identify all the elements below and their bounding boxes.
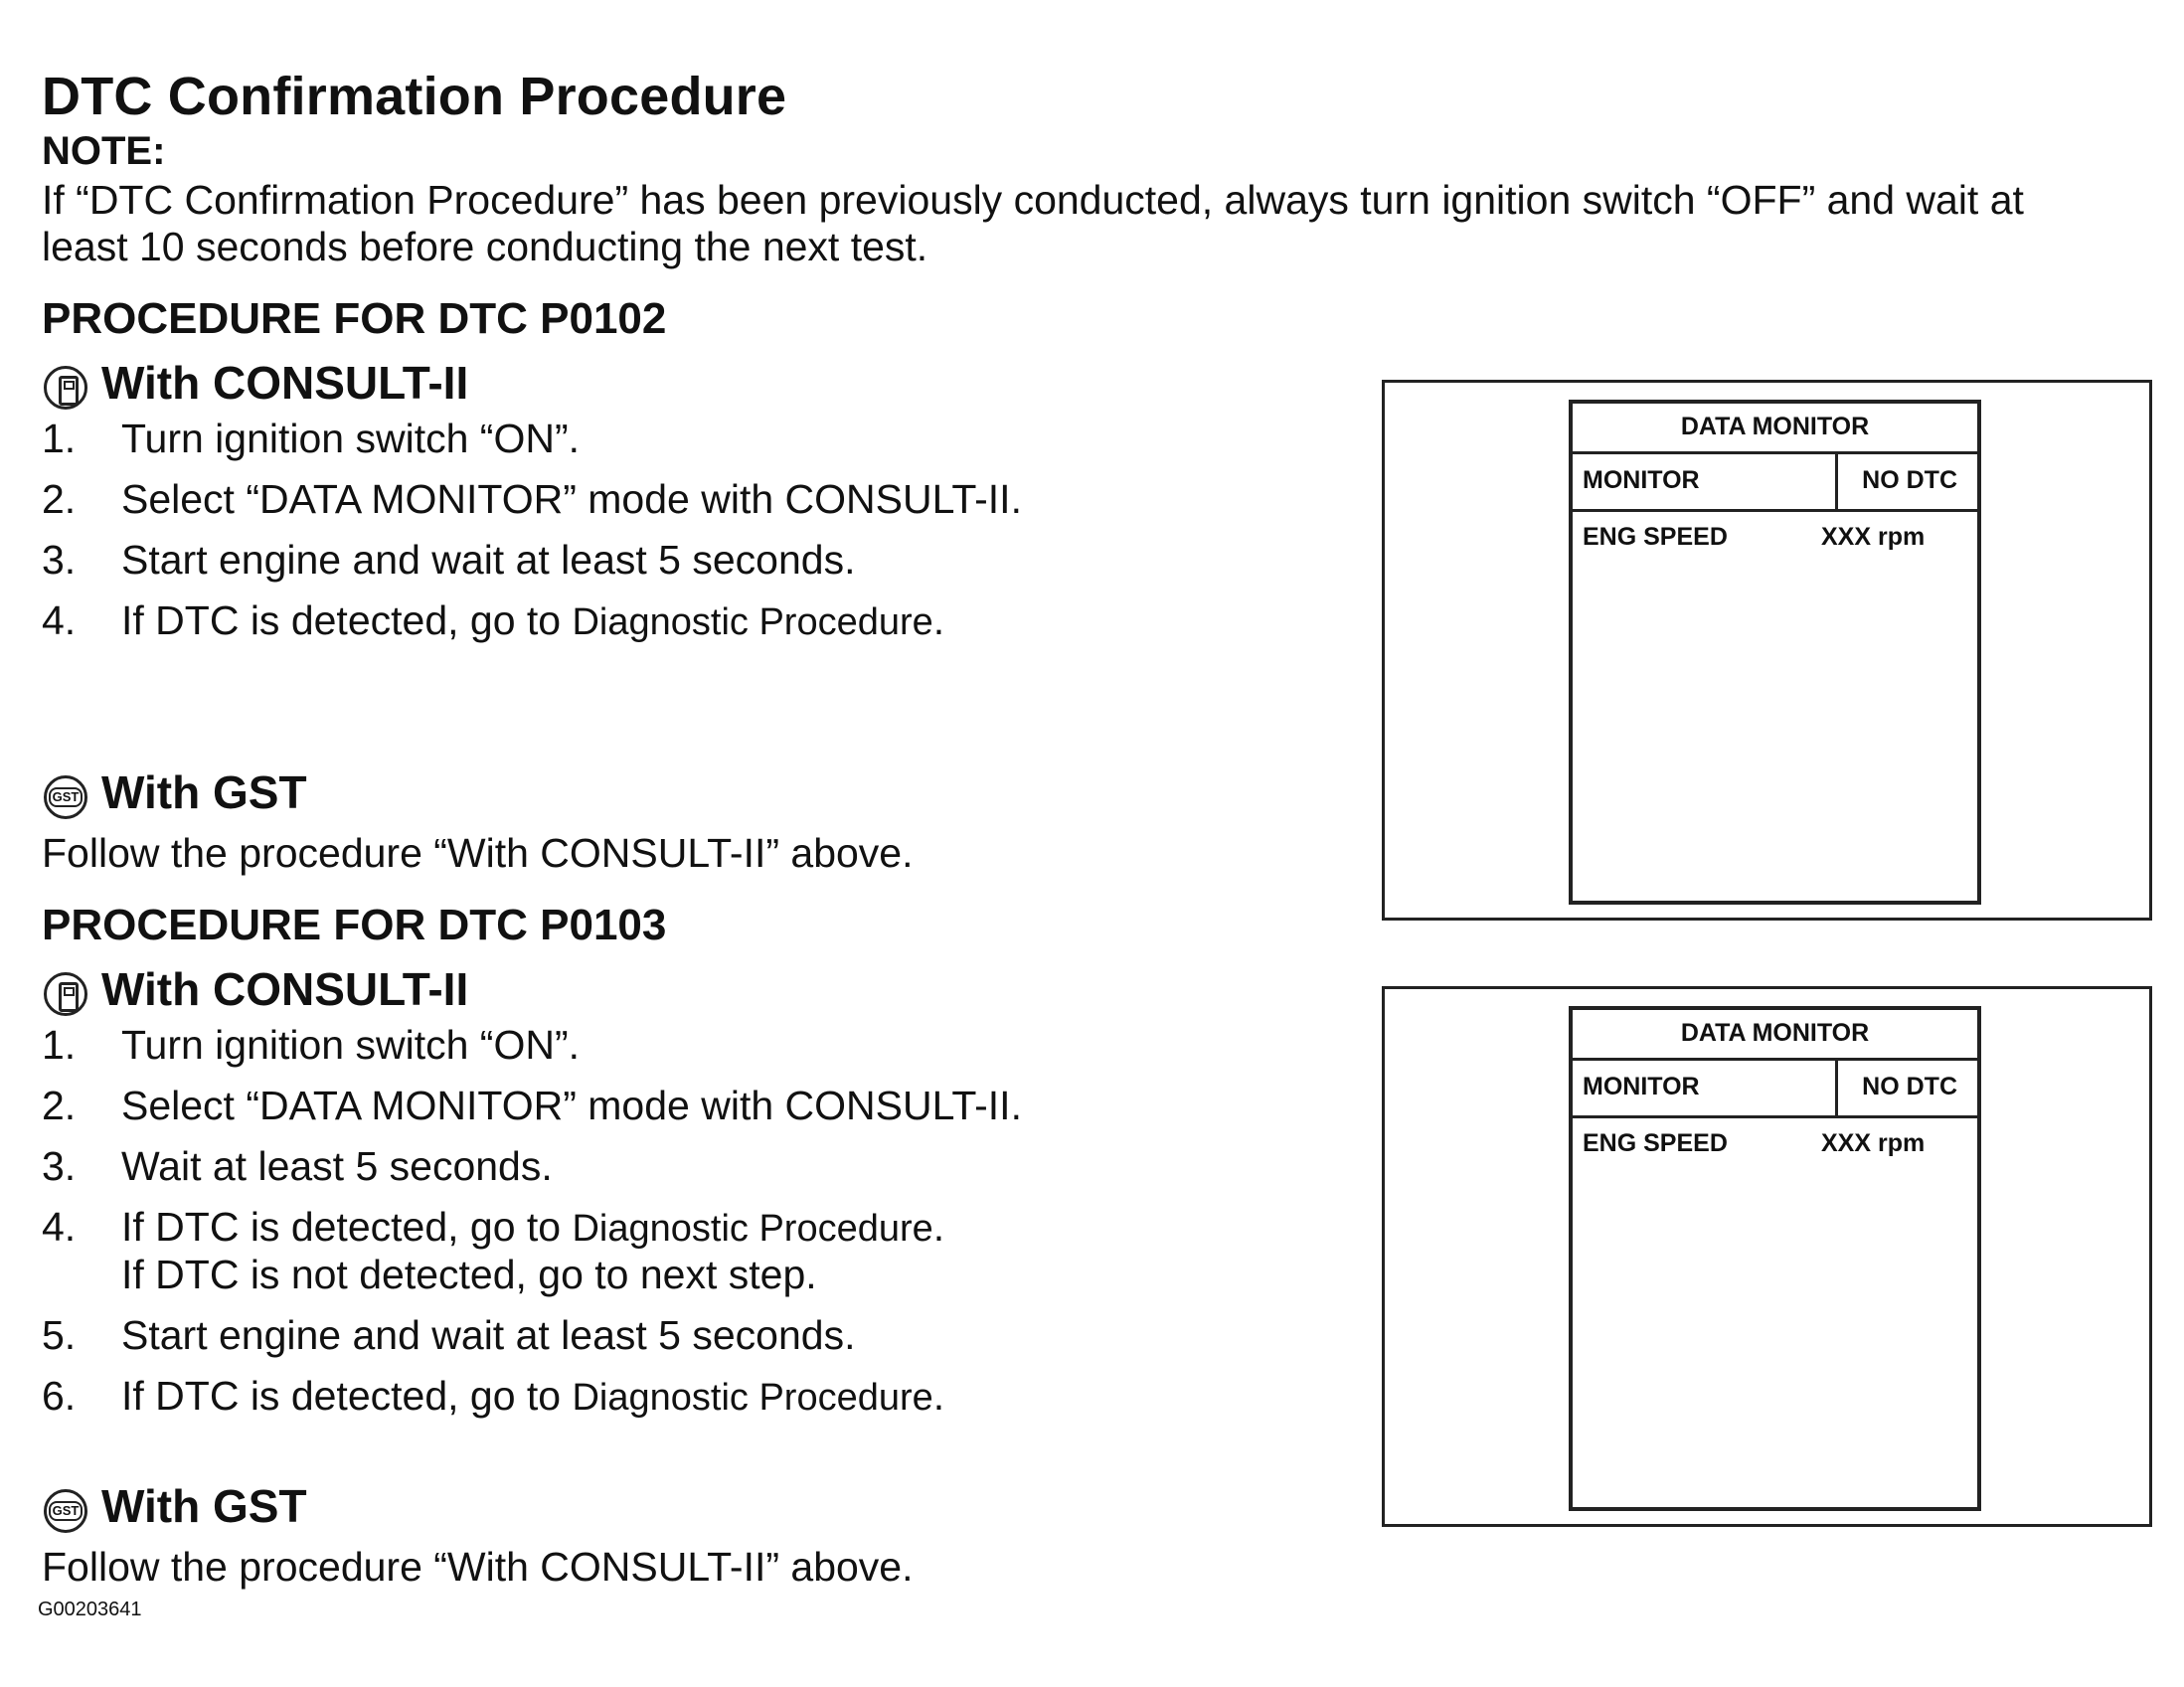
s2-step4-num: 4.	[42, 1204, 77, 1250]
gst-icon-label: GST	[49, 787, 84, 807]
s2-step2-num: 2.	[42, 1083, 77, 1128]
s2-step3-num: 3.	[42, 1143, 77, 1189]
s2-step3-text: Wait at least 5 seconds.	[121, 1143, 553, 1189]
gst-icon	[44, 1489, 87, 1533]
page-title: DTC Confirmation Procedure	[42, 67, 787, 126]
section1-heading: PROCEDURE FOR DTC P0102	[42, 294, 667, 343]
s1-step4-text	[121, 597, 944, 644]
s2-step1-num: 1.	[42, 1022, 77, 1068]
gst-icon-label: GST	[49, 1501, 84, 1521]
data-monitor-screen-2	[1569, 1006, 1981, 1511]
s1-step4-end: .	[932, 597, 945, 643]
screen1-title: DATA MONITOR	[1573, 404, 1977, 454]
s2-step5-text: Start engine and wait at least 5 seconds.	[121, 1312, 856, 1358]
s2-step6-text-main: If DTC is detected, go to	[121, 1373, 573, 1419]
s1-step1-num: 1.	[42, 416, 77, 461]
diagnostic-procedure-link[interactable]: Diagnostic Procedure	[572, 1377, 933, 1419]
screen1-no-dtc-label: NO DTC	[1862, 466, 1957, 494]
screen1-eng-speed-label: ENG SPEED	[1583, 523, 1728, 551]
screen1-header-row	[1573, 451, 1977, 512]
s2-step4-text	[121, 1204, 944, 1251]
screen1-column-divider	[1835, 451, 1838, 509]
s1-step4-text-main: If DTC is detected, go to	[121, 597, 573, 643]
screen1-monitor-label: MONITOR	[1583, 466, 1700, 494]
s2-step4-end: .	[932, 1204, 945, 1250]
gst-icon	[44, 775, 87, 819]
section2-consult-heading: With CONSULT-II	[101, 963, 469, 1015]
section1-gst-heading: With GST	[101, 766, 307, 818]
s2-step4-text-main: If DTC is detected, go to	[121, 1204, 573, 1250]
s2-step2-text: Select “DATA MONITOR” mode with CONSULT-II.	[121, 1083, 1022, 1128]
screen2-eng-speed-value: XXX rpm	[1821, 1129, 1926, 1157]
s2-step6-num: 6.	[42, 1373, 77, 1419]
screen2-no-dtc-label: NO DTC	[1862, 1073, 1957, 1100]
s2-step4-text-line2: If DTC is not detected, go to next step.	[121, 1252, 817, 1297]
data-monitor-screen-1	[1569, 400, 1981, 905]
s1-step4-num: 4.	[42, 597, 77, 643]
screen2-monitor-label: MONITOR	[1583, 1073, 1700, 1100]
section2-gst-text: Follow the procedure “With CONSULT-II” above.	[42, 1544, 914, 1590]
s2-step6-end: .	[932, 1373, 945, 1419]
note-text-line2: least 10 seconds before conducting the next test.	[42, 224, 928, 269]
s1-step3-text: Start engine and wait at least 5 seconds.	[121, 537, 856, 583]
note-text-line1: If “DTC Confirmation Procedure” has been previously conducted, always turn ignition switch “OFF” and wait at	[42, 177, 2024, 223]
s1-step3-num: 3.	[42, 537, 77, 583]
screen2-column-divider	[1835, 1058, 1838, 1115]
s1-step2-num: 2.	[42, 476, 77, 522]
section2-heading: PROCEDURE FOR DTC P0103	[42, 901, 667, 949]
s2-step1-text: Turn ignition switch “ON”.	[121, 1022, 580, 1068]
screen1-eng-speed-value: XXX rpm	[1821, 523, 1926, 551]
s1-step1-text: Turn ignition switch “ON”.	[121, 416, 580, 461]
s1-step2-text: Select “DATA MONITOR” mode with CONSULT-II.	[121, 476, 1022, 522]
note-label: NOTE:	[42, 129, 166, 173]
screen2-title: DATA MONITOR	[1573, 1010, 1977, 1061]
diagnostic-procedure-link[interactable]: Diagnostic Procedure	[572, 1208, 933, 1250]
screen2-eng-speed-label: ENG SPEED	[1583, 1129, 1728, 1157]
screen2-header-row	[1573, 1058, 1977, 1118]
s2-step6-text	[121, 1373, 944, 1420]
figure-code: G00203641	[38, 1599, 142, 1620]
section2-gst-heading: With GST	[101, 1480, 307, 1532]
section1-consult-heading: With CONSULT-II	[101, 357, 469, 409]
consult-tester-icon	[44, 366, 87, 410]
diagnostic-procedure-link[interactable]: Diagnostic Procedure	[572, 601, 933, 643]
section1-gst-text: Follow the procedure “With CONSULT-II” above.	[42, 830, 914, 876]
consult-tester-icon	[44, 972, 87, 1016]
s2-step5-num: 5.	[42, 1312, 77, 1358]
